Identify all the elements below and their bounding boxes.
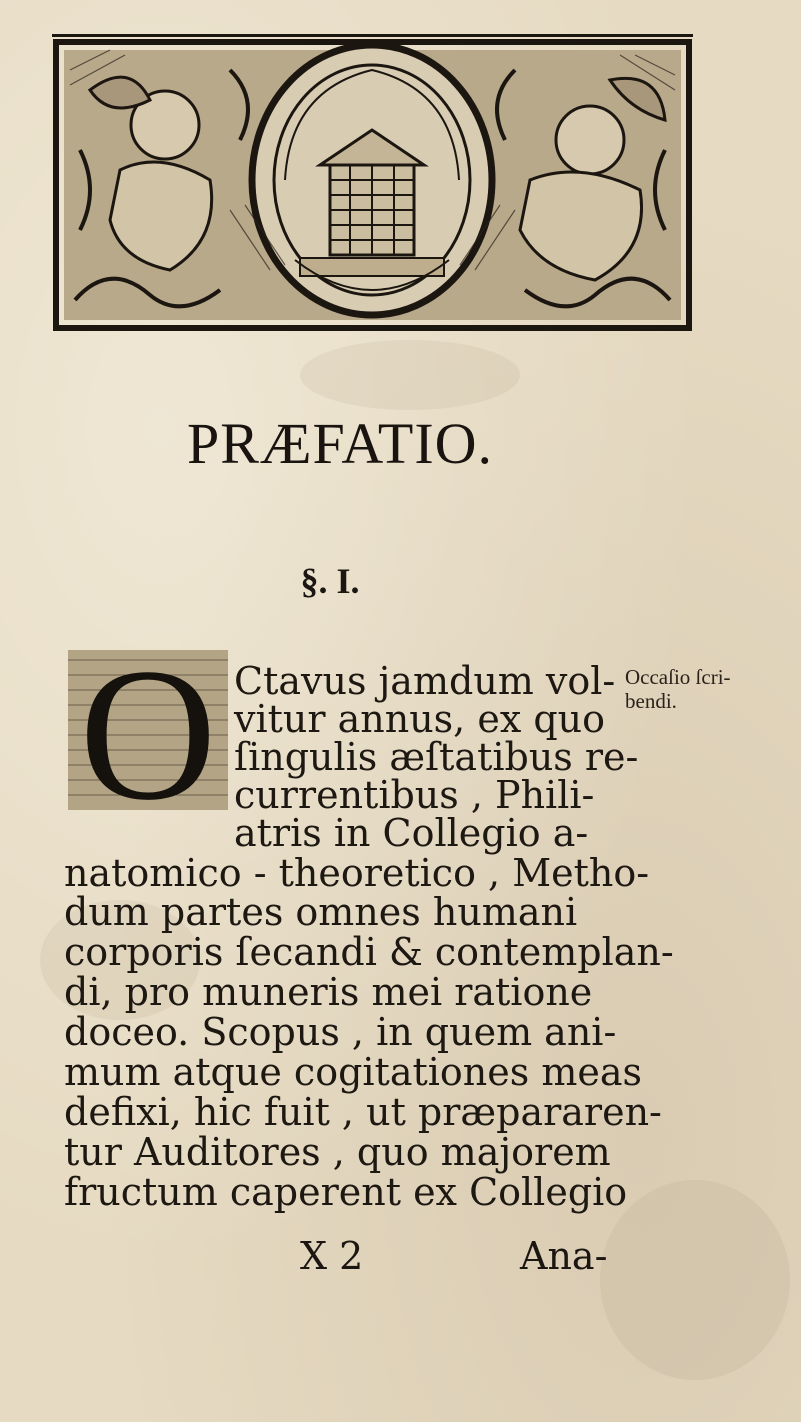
body-line: dum partes omnes humani (64, 890, 578, 934)
body-line: atris in Collegio a- (234, 811, 589, 855)
body-line: ſingulis æſtatibus re- (234, 735, 639, 779)
body-line: mum atque cogitationes meas (64, 1050, 642, 1094)
body-line: currentibus , Phili- (234, 773, 595, 817)
body-line: defixi, hic fuit , ut præpararen- (64, 1090, 662, 1134)
initial-letter: O (79, 650, 217, 810)
body-line: Ctavus jamdum vol- (234, 659, 616, 703)
signature-mark: X 2 (300, 1234, 364, 1278)
body-line: natomico - theoretico , Metho- (64, 851, 650, 895)
page-title: PRÆFATIO. (186, 411, 494, 476)
body-line: di, pro muneris mei ratione (64, 970, 593, 1014)
body-line: tur Auditores , quo majorem (64, 1130, 611, 1174)
margin-note-line-1: Occaſio ſcri- (625, 665, 731, 689)
catchword: Ana- (520, 1234, 608, 1278)
body-line: vitur annus, ex quo (234, 697, 606, 741)
decorated-initial (68, 650, 228, 810)
margin-note-line-2: bendi. (625, 689, 677, 713)
body-line: corporis ſecandi & contemplan- (64, 930, 674, 974)
section-number: §. I. (300, 561, 360, 601)
header-engraving (50, 30, 695, 332)
body-line: doceo. Scopus , in quem ani- (64, 1010, 617, 1054)
margin-note (625, 665, 731, 713)
body-line: fructum caperent ex Collegio (64, 1170, 628, 1214)
